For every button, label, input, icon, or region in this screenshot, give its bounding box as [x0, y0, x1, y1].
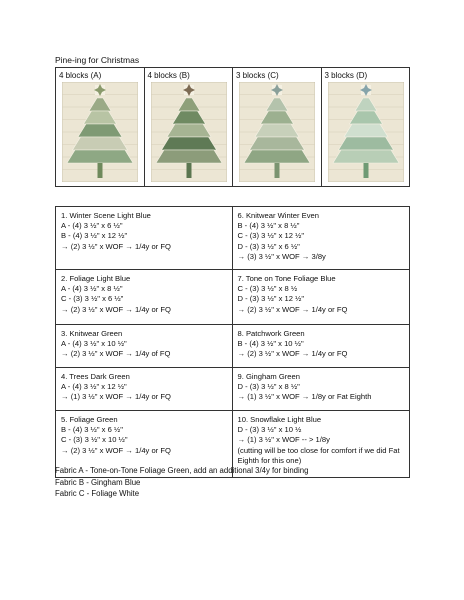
tree-trunk	[363, 163, 368, 178]
fabric-name: 10. Snowflake Light Blue	[237, 415, 322, 424]
cutting-instruction: C - (3) 3 ½" x 10 ½"	[61, 435, 128, 445]
star-icon	[183, 84, 195, 96]
cutting-instruction: B - (4) 3 ½" x 12 ½"	[61, 231, 128, 241]
cutting-instruction: → (2) 3 ½" x WOF → 1/4y or FQ	[61, 304, 171, 314]
cutting-instruction: D - (3) 3 ½" x 8 ½"	[237, 382, 300, 392]
tree-layer	[344, 124, 388, 137]
star-icon	[271, 84, 283, 96]
tree-blocks-strip	[55, 67, 410, 187]
fabric-note: Fabric A - Tone-on-Tone Foliage Green, add an additional 3/4y for binding	[55, 466, 309, 475]
tree-block-label: 4 blocks (B)	[147, 71, 190, 80]
cutting-instruction: B - (4) 3 ½" x 6 ½"	[61, 425, 123, 435]
tree-layer	[156, 150, 222, 163]
fabric-name: 6. Knitwear Winter Even	[237, 211, 319, 220]
fabric-note: Fabric C - Foliage White	[55, 489, 140, 498]
cutting-instruction: D - (3) 3 ½" x 10 ½	[237, 425, 302, 435]
table-row	[56, 270, 409, 325]
cutting-instruction: D - (3) 3 ½" x 6 ½"	[237, 241, 300, 251]
fabric-name: 7. Tone on Tone Foliage Blue	[237, 274, 336, 283]
fabric-notes	[55, 465, 308, 500]
table-row	[56, 368, 409, 411]
fabric-name: 4. Trees Dark Green	[61, 372, 130, 381]
tree-trunk	[98, 163, 103, 178]
tree-layer	[167, 124, 211, 137]
tree-block-label: 3 blocks (C)	[236, 71, 279, 80]
fabric-cell	[56, 368, 233, 410]
tree-quilt-block	[151, 82, 227, 182]
tree-layer	[333, 150, 399, 163]
tree-block	[322, 68, 410, 186]
tree-layer	[78, 124, 122, 137]
fabric-cell	[233, 325, 410, 367]
tree-block-label: 3 blocks (D)	[324, 71, 368, 80]
cutting-instruction: A - (4) 3 ½" x 8 ½"	[61, 284, 123, 294]
fabric-cutting-table	[55, 206, 410, 478]
tree-layer	[244, 150, 310, 163]
tree-quilt-block	[328, 82, 404, 182]
tree-block-label: 4 blocks (A)	[59, 71, 102, 80]
cutting-instruction: → (1) 3 ½" x WOF → 1/8y or Fat Eighth	[237, 392, 372, 402]
cutting-instruction: C - (3) 3 ½" x 6 ½"	[61, 294, 124, 304]
cutting-instruction: C - (3) 3 ½" x 8 ½	[237, 284, 298, 294]
fabric-name: 9. Gingham Green	[237, 372, 300, 381]
cutting-instruction: → (1) 3 ½" x WOF -- > 1/8y	[237, 435, 330, 445]
fabric-cell	[233, 207, 410, 269]
cutting-instruction: B - (4) 3 ½" x 10 ½"	[237, 339, 304, 349]
star-icon	[94, 84, 106, 96]
fabric-name: 2. Foliage Light Blue	[61, 274, 131, 283]
cutting-instruction: → (2) 3 ½" x WOF → 1/4y or FQ	[61, 445, 171, 455]
fabric-cell	[233, 270, 410, 324]
cutting-instruction: → (2) 3 ½" x WOF → 1/4y or FQ	[237, 349, 348, 359]
fabric-cell	[56, 270, 233, 324]
fabric-name: 8. Patchwork Green	[237, 329, 305, 338]
fabric-cell	[233, 368, 410, 410]
tree-block	[145, 68, 234, 186]
cutting-instruction: C - (3) 3 ½" x 12 ½"	[237, 231, 305, 241]
tree-layer	[255, 124, 299, 137]
tree-layer	[73, 137, 128, 150]
tree-quilt-block	[239, 82, 315, 182]
fabric-cell	[56, 207, 233, 269]
fabric-name: 1. Winter Scene Light Blue	[61, 211, 151, 220]
tree-layer	[338, 137, 393, 150]
tree-trunk	[186, 163, 191, 178]
tree-block	[233, 68, 322, 186]
fabric-name: 5. Foliage Green	[61, 415, 118, 424]
cutting-instruction: → (3) 3 ½" x WOF → 3/8y	[237, 251, 326, 261]
cutting-instruction: (cutting will be too close for comfort if we did Fat Eighth for this one)	[237, 445, 400, 465]
tree-trunk	[275, 163, 280, 178]
page-title: Pine-ing for Christmas	[55, 55, 140, 65]
fabric-name: 3. Knitwear Green	[61, 329, 123, 338]
cutting-instruction: → (2) 3 ½" x WOF → 1/4y of FQ	[61, 349, 171, 359]
tree-layer	[161, 137, 216, 150]
cutting-instruction: A - (4) 3 ½" x 10 ½"	[61, 339, 127, 349]
cutting-instruction: A - (4) 3 ½" x 12 ½"	[61, 382, 127, 392]
cutting-instruction: B - (4) 3 ½" x 8 ½"	[237, 221, 300, 231]
star-icon	[360, 84, 372, 96]
cutting-instruction: → (2) 3 ½" x WOF → 1/4y or FQ	[237, 304, 348, 314]
fabric-note: Fabric B - Gingham Blue	[55, 477, 141, 487]
cutting-instruction: A - (4) 3 ½" x 6 ½"	[61, 221, 123, 231]
tree-layer	[250, 137, 305, 150]
tree-layer	[67, 150, 133, 163]
cutting-instruction: → (1) 3 ½" x WOF → 1/4y or FQ	[61, 392, 171, 402]
tree-quilt-block	[62, 82, 138, 182]
fabric-cell	[56, 325, 233, 367]
tree-block	[56, 68, 145, 186]
cutting-instruction: → (2) 3 ½" x WOF → 1/4y or FQ	[61, 241, 171, 251]
cutting-instruction: D - (3) 3 ½" x 12 ½"	[237, 294, 305, 304]
table-row	[56, 325, 409, 368]
table-row	[56, 207, 409, 270]
